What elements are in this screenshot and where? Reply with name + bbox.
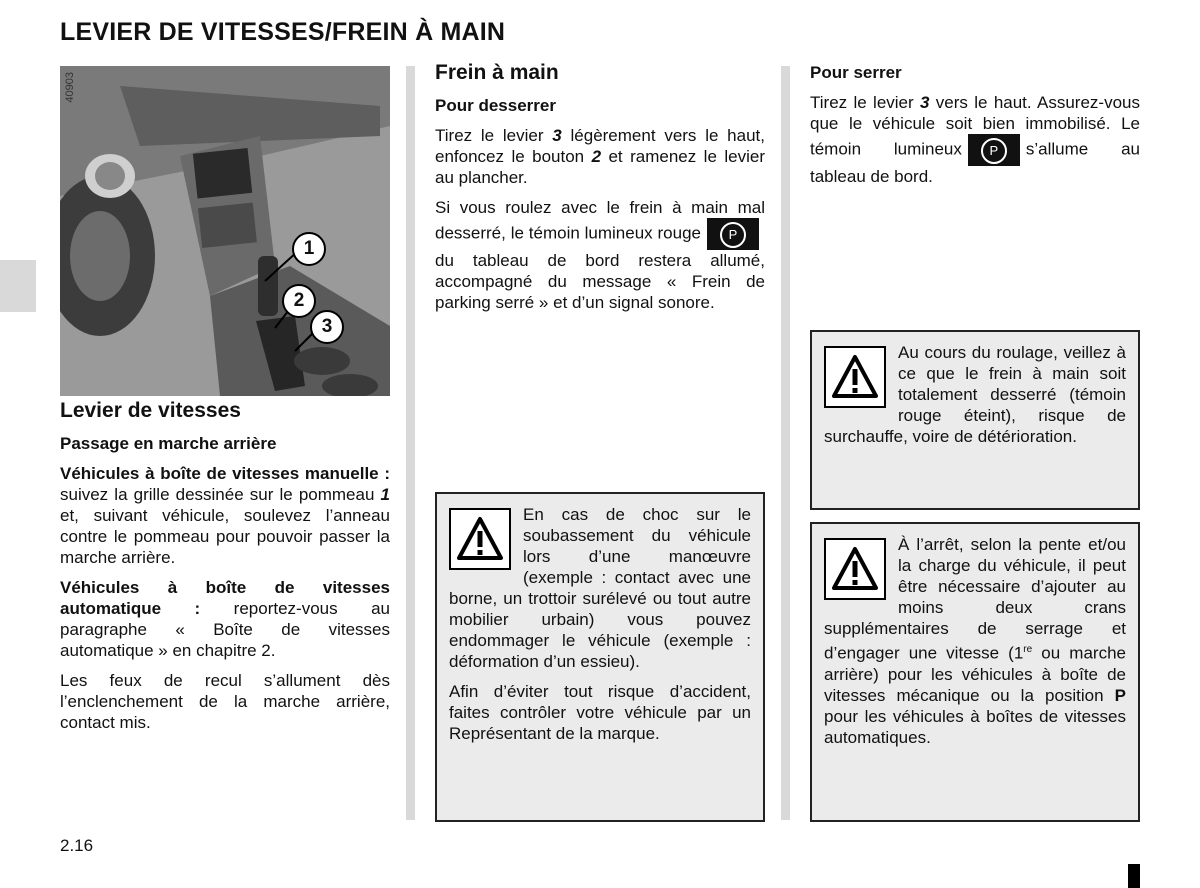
text-span: Tirez le levier — [435, 126, 553, 145]
figure-reference: 40903 — [64, 72, 76, 103]
text-span: Tirez le levier — [810, 93, 920, 112]
text-span: suivez la grille dessinée sur le pommeau — [60, 485, 381, 504]
page-title: LEVIER DE VITESSES/FREIN À MAIN — [60, 18, 506, 46]
reversing-lights-paragraph: Les feux de recul s’allument dès l’enclenchement de la marche arrière, contact mis. — [60, 671, 390, 732]
text-span: pour les véhicules à boîtes de vitesses automatiques. — [824, 706, 1126, 747]
ref-number: 1 — [380, 485, 390, 504]
gear-position-p: P — [1114, 685, 1126, 705]
text-span: légèrement vers le haut, enfoncez le bouton — [435, 126, 765, 166]
ref-number: 3 — [920, 93, 930, 112]
text-span: et ramenez le levier au plancher. — [435, 147, 765, 187]
impact-warning-text: En cas de choc sur le soubassement du véhicule lors d’une manœuvre (exemple : contact avec une borne, un trottoir surélevé ou tout autre mobilier urbain) vous pouvez endommager le véhicule (exemple : déformation d’un essieu). — [449, 505, 751, 671]
text-span: ou marche arrière) pour les véhicules à boîte de vitesses mécanique ou la position — [824, 643, 1126, 705]
parking-brake-warning-light-icon — [968, 134, 1020, 166]
ref-number: 2 — [591, 147, 602, 166]
text-span: Si vous roulez avec le frein à main mal desserré, le témoin lumineux rouge — [435, 198, 765, 243]
apply-heading: Pour serrer — [810, 63, 902, 82]
chapter-tab — [0, 260, 36, 312]
text-span: vers le haut. Assurez-vous que le véhicule soit bien immobilisé. Le témoin lumineux — [810, 93, 1140, 159]
column-divider-2 — [781, 66, 790, 820]
ref-number: 3 — [552, 126, 562, 145]
text-span: À l’arrêt, selon la pente et/ou la charge du véhicule, il peut être nécessaire d’ajouter au moins deux crans supplémentaires de serrage et d’engager une vitesse (1 — [824, 535, 1126, 663]
badge-letter: P — [981, 138, 1007, 164]
warning-triangle-icon — [824, 538, 886, 600]
driving-warning-text: Au cours du roulage, veillez à ce que le frein à main soit totalement desserré (témoin rouge éteint), risque de surchauffe, voire de détérioration. — [824, 343, 1126, 446]
gear-lever-photo — [60, 66, 390, 396]
manual-label: Véhicules à boîte de vitesses manuelle : — [60, 464, 390, 483]
callout-2: 2 — [282, 284, 316, 318]
handbrake-heading: Frein à main — [435, 61, 559, 84]
text-span: s’allume au tableau de bord. — [810, 139, 1140, 186]
warning-triangle-icon — [449, 508, 511, 570]
driving-warning-box — [810, 330, 1140, 510]
column-divider-1 — [406, 66, 415, 820]
reverse-gear-heading: Passage en marche arrière — [60, 434, 277, 453]
page-number: 2.16 — [60, 836, 94, 855]
release-paragraph — [435, 125, 765, 188]
automatic-gearbox-paragraph — [60, 577, 390, 661]
apply-paragraph — [810, 92, 1140, 187]
text-span: et, suivant véhicule, soulevez l’anneau contre le pommeau pour pouvoir passer la marche arrière. — [60, 506, 390, 567]
page-edge-marker — [1128, 864, 1140, 888]
driving-with-brake-paragraph — [435, 197, 765, 313]
warning-triangle-icon — [824, 346, 886, 408]
text-span: du tableau de bord restera allumé, accompagné du message « Frein de parking serré » et d’un signal sonore. — [435, 251, 765, 312]
gear-lever-heading: Levier de vitesses — [60, 399, 241, 422]
badge-letter: P — [720, 222, 746, 248]
middle-column — [435, 62, 765, 322]
impact-advice-text: Afin d’éviter tout risque d’accident, faites contrôler votre véhicule par un Représentant de la marque. — [449, 682, 751, 743]
impact-warning-box — [435, 492, 765, 822]
manual-gearbox-paragraph — [60, 463, 390, 568]
superscript: re — [1023, 644, 1033, 655]
callout-1: 1 — [292, 232, 326, 266]
automatic-label: Véhicules à boîte de vitesses automatique : — [60, 578, 390, 618]
parking-warning-box — [810, 522, 1140, 822]
left-column — [60, 400, 390, 742]
text-span: reportez-vous au paragraphe « Boîte de vitesses automatique » en chapitre 2. — [60, 599, 390, 660]
release-heading: Pour desserrer — [435, 96, 556, 115]
parking-brake-warning-light-icon — [707, 218, 759, 250]
dashboard-illustration — [60, 66, 390, 396]
callout-3: 3 — [310, 310, 344, 344]
right-column — [810, 62, 1140, 196]
